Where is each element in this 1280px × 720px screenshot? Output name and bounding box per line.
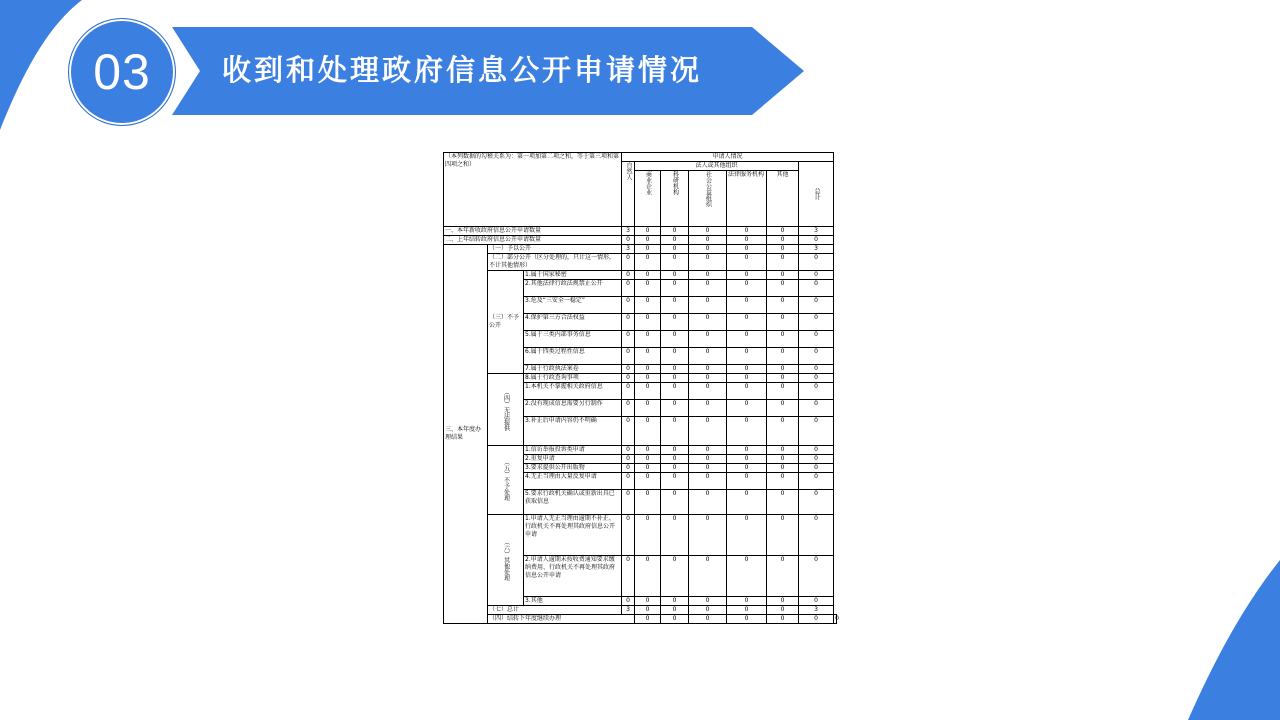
table-cell-value: 0 [799, 374, 834, 383]
table-cell-value: 0 [635, 245, 661, 254]
table-cell-value: 0 [661, 280, 689, 297]
table-cell-value: 0 [635, 473, 661, 490]
table-cell-value: 0 [689, 331, 727, 348]
table-cell-value: 0 [635, 490, 661, 515]
table-cell-value: 0 [689, 245, 727, 254]
table-cell-value: 0 [767, 556, 799, 597]
table-cell-value: 0 [635, 606, 661, 615]
table-cell-value: 3 [622, 227, 635, 236]
table-cell-value: 0 [635, 597, 661, 606]
table-cell-label: 2.其他法律行政法规禁止公开 [524, 280, 622, 297]
table-cell-value: 0 [661, 556, 689, 597]
table-cell-value: 0 [767, 331, 799, 348]
table-cell-value: 0 [767, 297, 799, 314]
table-cell-value: 3 [799, 245, 834, 254]
table-cell-value: 0 [622, 400, 635, 417]
bottom-right-swoosh [1188, 560, 1280, 720]
table-cell-value: 0 [661, 254, 689, 271]
table-row [444, 271, 837, 280]
table-cell-value: 0 [635, 446, 661, 455]
table-cell-value: 0 [689, 615, 727, 624]
table-cell-label: 一、本年新收政府信息公开申请数量 [444, 227, 622, 236]
table-cell-value: 0 [727, 455, 767, 464]
table-cell-value: 0 [635, 615, 661, 624]
table-cell-value: 0 [767, 314, 799, 331]
table-cell-value: 0 [689, 455, 727, 464]
table-cell-value: 0 [799, 365, 834, 374]
table-cell-value: 0 [727, 227, 767, 236]
table-cell-value: 0 [622, 297, 635, 314]
table-cell-value: 3 [622, 245, 635, 254]
table-cell-value: 0 [661, 417, 689, 446]
table-cell-value: 0 [727, 348, 767, 365]
group-3-label: （三）不予公开 [488, 271, 524, 374]
table-cell-value: 0 [622, 455, 635, 464]
header-research: 科研机构 [661, 171, 689, 227]
table-cell-value: 0 [767, 383, 799, 400]
table-cell-value: 0 [635, 280, 661, 297]
table-cell-value: 0 [689, 556, 727, 597]
table-cell-label: （七）总计 [488, 606, 622, 615]
table-cell-value: 0 [661, 597, 689, 606]
table-cell-label: 3.其他 [524, 597, 622, 606]
table-cell-label: 1.本机关不掌握相关政府信息 [524, 383, 622, 400]
header-applicant: 申请人情况 [622, 153, 834, 162]
table-cell-value: 0 [661, 446, 689, 455]
table-cell-value: 0 [689, 473, 727, 490]
table-cell-value: 0 [661, 374, 689, 383]
table-row [444, 254, 837, 271]
table-cell-value: 0 [799, 597, 834, 606]
table-cell-value: 0 [689, 314, 727, 331]
table-cell-value: 0 [799, 331, 834, 348]
table-cell-value: 0 [727, 314, 767, 331]
table-cell-value: 0 [622, 417, 635, 446]
table-cell-value: 0 [727, 515, 767, 556]
table-cell-value: 0 [767, 515, 799, 556]
table-cell-value: 0 [727, 606, 767, 615]
table-cell-value: 0 [635, 254, 661, 271]
table-cell-value: 0 [767, 236, 799, 245]
table-cell-value: 0 [799, 417, 834, 446]
table-cell-value: 0 [799, 280, 834, 297]
table-cell-value: 0 [689, 236, 727, 245]
table-cell-label: 5.要求行政机关确认或重新出具已获取信息 [524, 490, 622, 515]
table-cell-value: 0 [799, 473, 834, 490]
table-cell-label: 1.信访举报投诉类申请 [524, 446, 622, 455]
table-cell-label: 3.危及“三安全一稳定” [524, 297, 622, 314]
table-cell-value: 0 [689, 446, 727, 455]
table-cell-value: 0 [799, 490, 834, 515]
table-cell-value: 0 [689, 227, 727, 236]
header-public-welfare: 社会公益组织 [689, 171, 727, 227]
table-cell-value: 0 [622, 383, 635, 400]
table-cell-value: 0 [635, 227, 661, 236]
table-cell-value: 0 [799, 400, 834, 417]
table-cell-value: 3 [622, 606, 635, 615]
table-cell-label: 8.属于行政查询事项 [524, 374, 622, 383]
table-row [444, 227, 837, 236]
table-row [444, 374, 837, 383]
header-commercial: 商业企业 [635, 171, 661, 227]
table-cell-value: 0 [622, 331, 635, 348]
table-cell-value: 0 [767, 365, 799, 374]
table-cell-value: 0 [727, 556, 767, 597]
table-cell-value: 0 [767, 615, 799, 624]
table-cell-value: 0 [661, 464, 689, 473]
table-cell-value: 0 [635, 515, 661, 556]
table-cell-value: 0 [689, 348, 727, 365]
table-cell-value: 0 [661, 606, 689, 615]
table-cell-value: 0 [622, 490, 635, 515]
table-cell-value: 0 [661, 331, 689, 348]
table-row [444, 606, 837, 615]
table-cell-value: 0 [661, 314, 689, 331]
table-cell-value: 0 [661, 297, 689, 314]
table-cell-label: 5.属于三类内部事务信息 [524, 331, 622, 348]
table-cell-value: 0 [635, 417, 661, 446]
page-title: 收到和处理政府信息公开申请情况 [222, 53, 703, 87]
table-cell-value: 0 [689, 400, 727, 417]
table-cell-value: 0 [727, 254, 767, 271]
table-cell-value: 0 [635, 400, 661, 417]
table-cell-value: 0 [727, 280, 767, 297]
table-cell-value: 0 [635, 464, 661, 473]
table-cell-value: 0 [635, 374, 661, 383]
table-cell-value: 0 [727, 417, 767, 446]
table-cell-value: 0 [799, 383, 834, 400]
table-cell-value: 0 [622, 254, 635, 271]
table-cell-value: 0 [767, 245, 799, 254]
table-cell-value: 0 [689, 515, 727, 556]
table-cell-label: 4.保护第三方合法权益 [524, 314, 622, 331]
table-cell-value: 0 [799, 236, 834, 245]
table-cell-value: 0 [799, 464, 834, 473]
table-cell-value: 0 [727, 271, 767, 280]
table-cell-value: 0 [661, 227, 689, 236]
header-legal-group: 法人或其他组织 [635, 162, 799, 171]
table-cell-value: 0 [799, 515, 834, 556]
table-cell-value: 0 [767, 597, 799, 606]
table-cell-value: 0 [727, 597, 767, 606]
table-cell-value: 0 [727, 365, 767, 374]
table-cell-value: 0 [835, 615, 839, 622]
table-cell-label: 2.没有现成信息需要另行制作 [524, 400, 622, 417]
table-cell-value: 0 [689, 464, 727, 473]
table-cell-label: 7.属于行政执法案卷 [524, 365, 622, 374]
table-cell-value: 0 [635, 314, 661, 331]
table-cell-value: 0 [661, 490, 689, 515]
table-cell-value: 0 [689, 383, 727, 400]
table-cell-value: 0 [622, 314, 635, 331]
table-cell-value: 0 [661, 455, 689, 464]
table-cell-value: 0 [799, 314, 834, 331]
table-cell-value: 0 [635, 383, 661, 400]
table-cell-value: 0 [661, 473, 689, 490]
table-cell-value: 0 [689, 254, 727, 271]
table-cell-value: 0 [727, 615, 767, 624]
table-cell-value: 3 [799, 606, 834, 615]
table-cell-label: 4.无正当理由大量反复申请 [524, 473, 622, 490]
table-cell-value: 0 [767, 374, 799, 383]
table-row [444, 236, 837, 245]
table-cell-value: 0 [635, 236, 661, 245]
section-number-badge [68, 18, 176, 126]
table-cell-value: 0 [727, 490, 767, 515]
table-cell-value: 0 [661, 365, 689, 374]
table-cell-value: 0 [661, 245, 689, 254]
table-cell-value: 0 [767, 606, 799, 615]
table-row [444, 515, 837, 556]
table-cell-value: 0 [689, 490, 727, 515]
table-cell-value: 0 [799, 271, 834, 280]
table-cell-value: 0 [727, 464, 767, 473]
table-cell-label: （四）结转下年度继续办理 [488, 615, 635, 624]
table-cell-value: 0 [767, 271, 799, 280]
table-cell-value: 0 [661, 400, 689, 417]
table-cell-value: 0 [622, 374, 635, 383]
table-cell-label: 2.申请人逾期未按收费通知要求缴纳费用、行政机关不再处理其政府信息公开申请 [524, 556, 622, 597]
table-cell-label: （二）部分公开（区分处理的，只计这一情形，不计其他情形） [488, 254, 622, 271]
table-cell-value: 0 [622, 515, 635, 556]
table-cell-value: 0 [622, 236, 635, 245]
section-number: 03 [93, 44, 151, 100]
table-cell-value: 0 [661, 271, 689, 280]
table-cell-value: 0 [689, 417, 727, 446]
table-cell-value: 0 [622, 271, 635, 280]
table-cell-value: 0 [635, 348, 661, 365]
report-table [443, 152, 837, 624]
table-cell-value: 0 [635, 455, 661, 464]
table-cell-value: 0 [767, 280, 799, 297]
table-cell-value: 0 [799, 615, 834, 624]
table-cell-label: 1.属于国家秘密 [524, 271, 622, 280]
table-cell-value: 0 [799, 455, 834, 464]
table-cell-value: 0 [622, 348, 635, 365]
corner-note: （本列数据的勾稽关系为：第一项加第二项之和，等于第三项和第四项之和） [444, 153, 622, 227]
table-cell-value: 0 [767, 254, 799, 271]
group-6-label: （六）其他处理 [488, 515, 524, 606]
table-cell-label: （一）予以公开 [488, 245, 622, 254]
table-cell-value: 0 [661, 615, 689, 624]
table-cell-value: 0 [689, 606, 727, 615]
table-cell-value: 0 [622, 473, 635, 490]
table-cell-value: 0 [689, 597, 727, 606]
table-cell-value: 0 [689, 374, 727, 383]
header-other: 其他 [767, 171, 799, 227]
table-cell-value: 0 [727, 374, 767, 383]
table-cell-value: 0 [767, 348, 799, 365]
table-cell-label: 3.补正后申请内容仍不明确 [524, 417, 622, 446]
table-cell-value: 0 [799, 556, 834, 597]
table-cell-value: 0 [799, 254, 834, 271]
table-row [444, 615, 837, 624]
table-cell-value: 0 [727, 297, 767, 314]
table-cell-value: 0 [727, 400, 767, 417]
table-cell-value: 0 [635, 556, 661, 597]
table-cell-value: 0 [767, 417, 799, 446]
table-cell-value: 0 [635, 297, 661, 314]
table-cell-label: 6.属于四类过程性信息 [524, 348, 622, 365]
table-cell-value: 0 [727, 446, 767, 455]
table-cell-value: 0 [661, 236, 689, 245]
table-cell-label: 二、上年结转政府信息公开申请数量 [444, 236, 622, 245]
group-4-label: （四）无法提供 [488, 374, 524, 446]
table-cell-value: 0 [661, 515, 689, 556]
header-legal-service: 法律服务机构 [727, 171, 767, 227]
table-cell-value: 0 [622, 280, 635, 297]
table-cell-value: 0 [799, 446, 834, 455]
table-row [444, 245, 837, 254]
table-cell-value: 0 [767, 473, 799, 490]
table-cell-value: 0 [767, 227, 799, 236]
table-cell-label: 2.重复申请 [524, 455, 622, 464]
table-cell-value: 0 [622, 464, 635, 473]
table-cell-value: 0 [689, 280, 727, 297]
table-cell-value: 0 [635, 365, 661, 374]
table-cell-value: 0 [767, 464, 799, 473]
table-cell-value: 0 [767, 455, 799, 464]
table-cell-value: 0 [689, 271, 727, 280]
table-cell-value: 0 [767, 446, 799, 455]
header-total: 总计 [799, 162, 834, 227]
table-row [444, 446, 837, 455]
table-cell-label: 1.申请人无正当理由逾期不补正、行政机关不再处理其政府信息公开申请 [524, 515, 622, 556]
table-cell-value: 0 [767, 400, 799, 417]
table-cell-value: 0 [622, 446, 635, 455]
table-cell-value: 0 [727, 383, 767, 400]
table-cell-label: 3.要求提供公开出版物 [524, 464, 622, 473]
table-cell-value: 0 [622, 365, 635, 374]
table-cell-value: 0 [727, 245, 767, 254]
table-cell-value: 0 [727, 331, 767, 348]
table-cell-value: 0 [727, 473, 767, 490]
group-5-label: （五）不予处理 [488, 446, 524, 515]
table-cell-value: 0 [689, 297, 727, 314]
table-cell-value: 0 [661, 348, 689, 365]
table-cell-value: 0 [622, 556, 635, 597]
table-cell-value: 0 [689, 365, 727, 374]
header-natural-person: 自然人 [622, 162, 635, 227]
table-cell-value: 3 [799, 227, 834, 236]
table-cell-value: 0 [622, 597, 635, 606]
table-cell-value: 0 [799, 297, 834, 314]
table-cell-value: 0 [727, 236, 767, 245]
section-3-label: 三、本年度办理结果 [444, 245, 488, 624]
table-cell-value: 0 [635, 271, 661, 280]
table-cell-value: 0 [661, 383, 689, 400]
table-cell-value: 0 [799, 348, 834, 365]
table-cell-value: 0 [635, 331, 661, 348]
table-cell-value: 0 [767, 490, 799, 515]
